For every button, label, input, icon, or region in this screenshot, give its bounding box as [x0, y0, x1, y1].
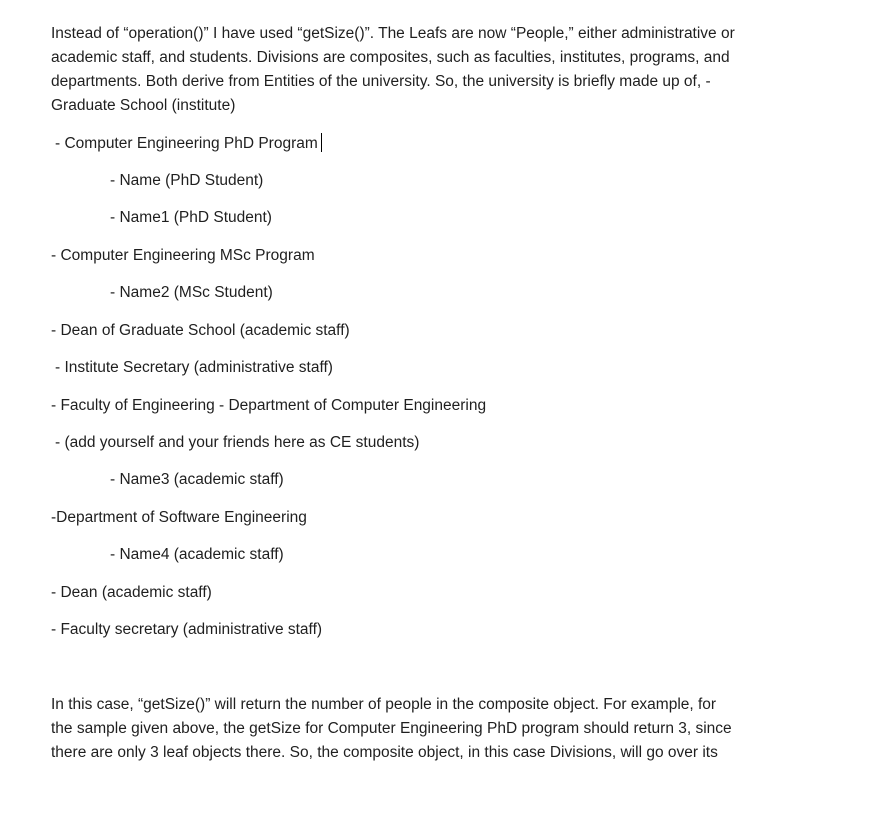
intro-line-2[interactable]: academic staff, and students. Divisions are composites, such as faculties, institutes, programs, and — [51, 49, 730, 66]
outro-line-2[interactable]: the sample given above, the getSize for Computer Engineering PhD program should return 3, since — [51, 720, 732, 737]
list-item[interactable]: - Dean (academic staff) — [51, 584, 212, 601]
text-cursor — [321, 133, 322, 152]
outro-line-3[interactable]: there are only 3 leaf objects there. So, the composite object, in this case Divisions, will go over its — [51, 744, 718, 761]
list-item[interactable]: - (add yourself and your friends here as CE students) — [55, 434, 420, 451]
list-item[interactable]: - Faculty secretary (administrative staff) — [51, 621, 323, 638]
list-item[interactable]: - Name3 (academic staff) — [110, 471, 284, 488]
intro-line-4[interactable]: Graduate School (institute) — [51, 97, 236, 114]
list-item[interactable]: - Name1 (PhD Student) — [110, 209, 272, 226]
list-item[interactable]: - Name4 (academic staff) — [110, 546, 284, 563]
list-item[interactable]: - Institute Secretary (administrative staff) — [55, 359, 333, 376]
list-item[interactable]: - Dean of Graduate School (academic staff) — [51, 322, 350, 339]
list-item[interactable]: - Computer Engineering MSc Program — [51, 247, 315, 264]
list-item[interactable]: -Department of Software Engineering — [51, 509, 307, 526]
list-item[interactable] — [55, 133, 322, 154]
intro-line-3[interactable]: departments. Both derive from Entities of the university. So, the university is briefly made up of, - — [51, 73, 711, 90]
list-item[interactable]: - Name (PhD Student) — [110, 172, 264, 189]
intro-line-1[interactable]: Instead of “operation()” I have used “getSize()”. The Leafs are now “People,” either administrative or — [51, 25, 735, 42]
list-item-text[interactable]: - Computer Engineering PhD Program — [55, 135, 318, 152]
outro-line-1[interactable]: In this case, “getSize()” will return the number of people in the composite object. For example, for — [51, 696, 717, 713]
list-item[interactable]: - Name2 (MSc Student) — [110, 284, 273, 301]
list-item[interactable]: - Faculty of Engineering - Department of Computer Engineering — [51, 397, 487, 414]
